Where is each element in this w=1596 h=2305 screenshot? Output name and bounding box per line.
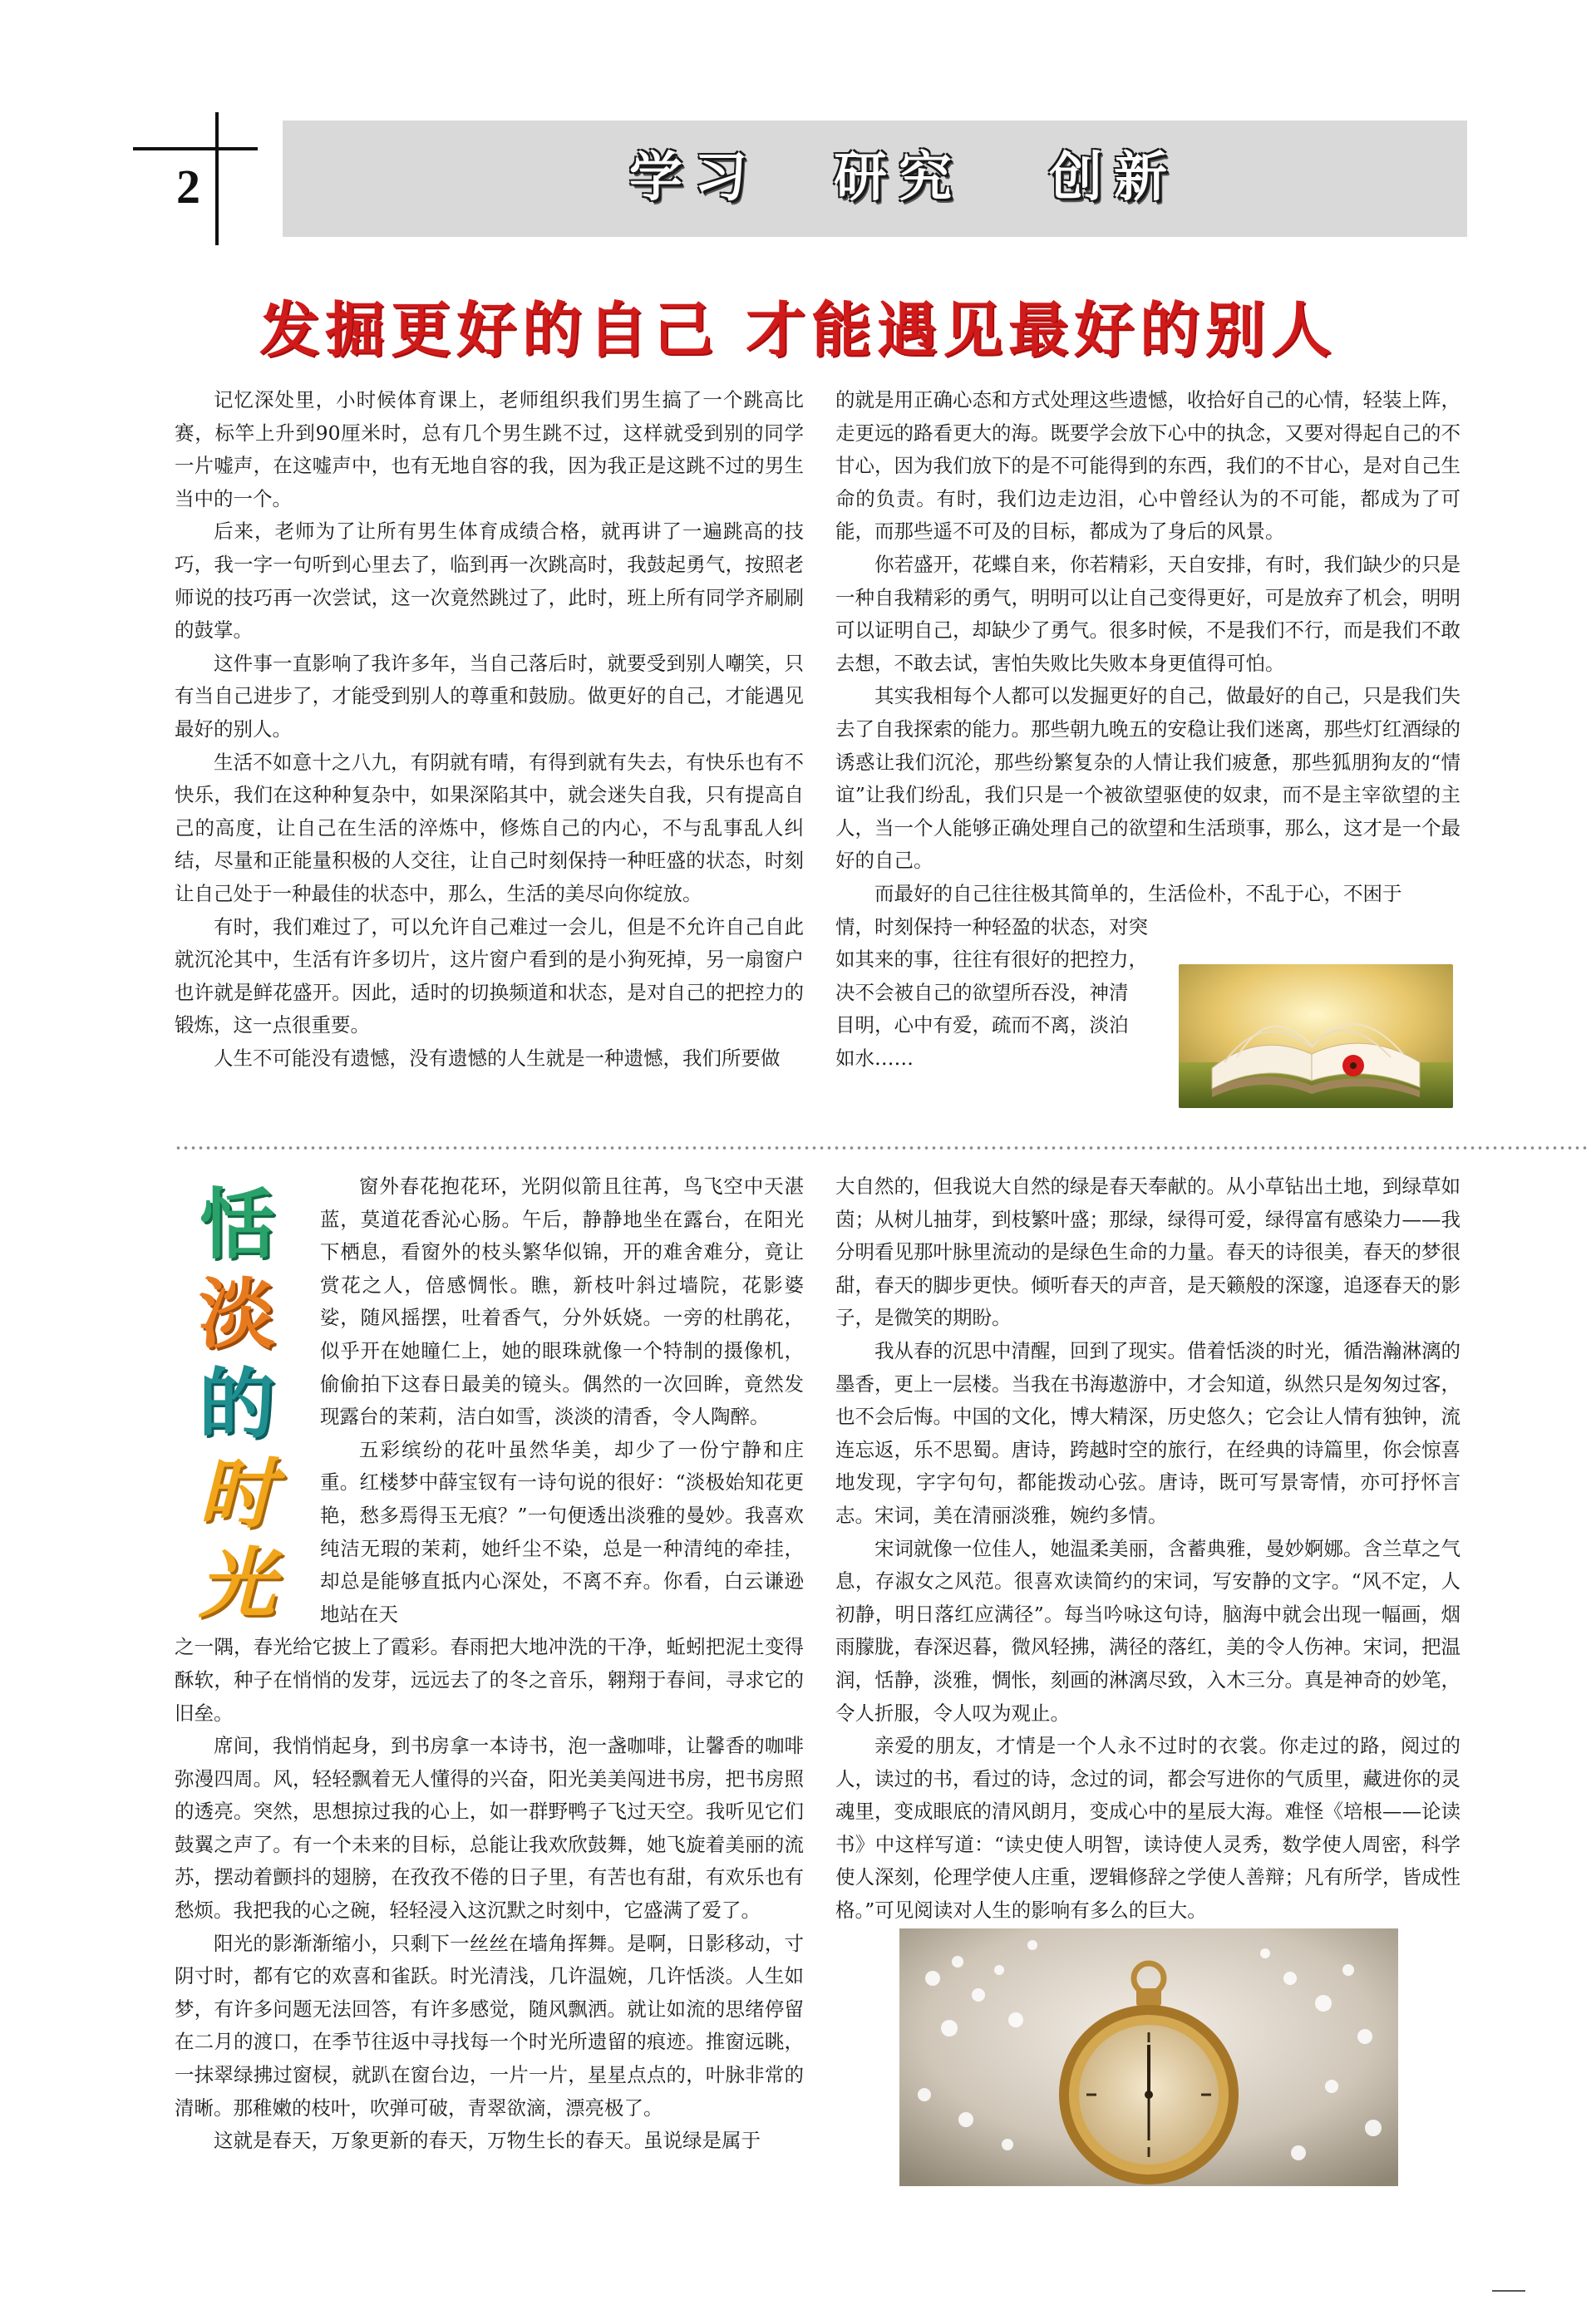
corner-mark-horizontal <box>133 147 258 150</box>
paragraph: 我从春的沉思中清醒，回到了现实。借着恬淡的时光，循浩瀚淋漓的墨香，更上一层楼。当我在书海遨游中，才会知道，纵然只是匆匆过客，也不会后悔。中国的文化，博大精深，历史悠久；它会让人情有独钟，流连忘返，乐不思蜀。唐诗，跨越时空的旅行，在经典的诗篇里，你会惊喜地发现，字字句句，都能拨动心弦。唐诗，既可写景寄情，亦可抒怀言志。宋词，美在清丽淡雅，婉约多情。 <box>835 1338 1461 1527</box>
paragraph-line: 决不会被自己的欲望所吞没，神清 <box>835 980 1129 1004</box>
paragraph: 窗外春花抱花环，光阴似箭且往苒，鸟飞空中天湛蓝，莫道花香沁心肠。午后，静静地坐在露台，在阳光下栖息，看窗外的枝头繁华似锦，开的难舍难分，竟让赏花之人，倍感惆怅。瞧，新枝叶斜过墙院，花影婆娑，随风摇摆，吐着香气，分外妖娆。一旁的杜鹃花，似乎开在她瞳仁上，她的眼珠就像一个特制的摄像机，偷偷拍下这春日最美的镜头。偶然的一次回眸，竟然发现露台的茉莉，洁白如雪，淡淡的清香，令人陶醉。 <box>320 1175 804 1429</box>
header-word-research: 研究 <box>834 147 963 209</box>
section-divider <box>175 1145 1588 1150</box>
title-char: 的 <box>198 1360 275 1449</box>
paragraph: 你若盛开，花蝶自来，你若精彩，天自安排，有时，我们缺少的只是一种自我精彩的勇气，明明可以让自己变得更好，可是放弃了机会，明明可以证明自己，却缺少了勇气。很多时候，不是我们不行，而是我们不敢去想，不敢去试，害怕失败比失败本身更值得可怕。 <box>835 552 1461 675</box>
article1-title: 发掘更好的自己 才能遇见最好的别人 <box>259 295 1337 365</box>
paragraph: 宋词就像一位佳人，她温柔美丽，含蓄典雅，曼妙婀娜。含兰草之气息，存淑女之风范。很喜欢读简约的宋词，写安静的文字。“风不定，人初静，明日落红应满径”。每当吟咏这句诗，脑海中就会出现一幅画，烟雨朦胧，春深迟暮，微风轻拂，满径的落红，美的令人伤神。宋词，把温润，恬静，淡雅，惆怅，刻画的淋漓尽致，入木三分。真是神奇的妙笔，令人折服，令人叹为观止。 <box>835 1536 1461 1725</box>
paragraph: 席间，我悄悄起身，到书房拿一本诗书，泡一盏咖啡，让馨香的咖啡弥漫四周。风，轻轻飘着无人懂得的兴奋，阳光美美闯进书房，把书房照的透亮。突然，思想掠过我的心上，如一群野鸭子飞过天空。我听见它们鼓翼之声了。有一个未来的目标，总能让我欢欣鼓舞，她飞旋着美丽的流苏，摆动着颤抖的翅膀，在孜孜不倦的日子里，有苦也有甜，有欢乐也有愁烦。我把我的心之碗，轻轻浸入这沉默之时刻中，它盛满了爱了。 <box>175 1734 804 1923</box>
title-char: 时 <box>198 1450 275 1539</box>
article2-column-right <box>835 1170 1461 1928</box>
paragraph: 其实我相每个人都可以发掘更好的自己，做最好的自己，只是我们失去了自我探索的能力。那些朝九晚五的安稳让我们迷离，那些灯红酒绿的诱惑让我们沉沦，那些纷繁复杂的人情让我们疲惫，那些狐朋狗友的“情谊”让我们纷乱，我们只是一个被欲望驱使的奴隶，而不是主宰欲望的主人，当一个人能够正确处理自己的欲望和生活琐事，那么，这才是一个最好的自己。 <box>835 684 1461 873</box>
paragraph: 的就是用正确心态和方式处理这些遗憾，收拾好自己的心情，轻装上阵，走更远的路看更大的海。既要学会放下心中的执念，又要对得起自己的不甘心，因为我们放下的是不可能得到的东西，我们的不甘心，是对自己生命的负责。有时，我们边走边泪，心中曾经认为的不可能，都成为了可能，而那些遥不可及的目标，都成为了身后的风景。 <box>835 388 1461 544</box>
header-word-study: 学习 <box>629 147 759 209</box>
pocket-watch-photo <box>899 1928 1398 2186</box>
title-char: 光 <box>198 1539 275 1628</box>
paragraph: 亲爱的朋友，才情是一个人永不过时的衣裳。你走过的路，阅过的人，读过的书，看过的诗，念过的词，都会写进你的气质里，藏进你的灵魂里，变成眼底的清风朗月，变成心中的星辰大海。难怪《培根——论读书》中这样写道：“读史使人明智，读诗使人灵秀，数学使人周密，科学使人深刻，伦理学使人庄重，逻辑修辞之学使人善辩；凡有所学，皆成性格。”可见阅读对人生的影响有多么的巨大。 <box>835 1734 1461 1923</box>
paragraph-line: 情，时刻保持一种轻盈的状态，对突 <box>835 914 1148 938</box>
paragraph: 阳光的影渐渐缩小，只剩下一丝丝在墙角挥舞。是啊，日影移动，寸阴寸时，都有它的欢喜和雀跃。时光清浅，几许温婉，几许恬淡。人生如梦，有许多问题无法回答，有许多感觉，随风飘洒。就让如流的思绪停留在二月的渡口，在季节往返中寻找每一个时光所遗留的痕迹。推窗远眺，一抹翠绿拂过窗棂，就趴在窗台边，一片一片，星星点点的，叶脉非常的清晰。那稚嫩的枝叶，吹弹可破，青翠欲滴，漂亮极了。 <box>175 1931 804 2120</box>
open-book-photo <box>1179 964 1453 1108</box>
paragraph: 记忆深处里，小时候体育课上，老师组织我们男生搞了一个跳高比赛，标竿上升到90厘米时，总有几个男生跳不过，这样就受到别的同学一片嘘声，在这嘘声中，也有无地自容的我，因为我正是这跳不过的男生当中的一个。 <box>175 388 804 510</box>
paragraph-line: 目明，心中有爱，疏而不离，淡泊 <box>835 1013 1129 1037</box>
paragraph: 之一隅，春光给它披上了霞彩。春雨把大地冲洗的干净，蚯蚓把泥土变得酥软，种子在悄悄的发芽，远远去了的冬之音乐，翱翔于春间，寻求它的旧垒。 <box>175 1635 804 1725</box>
paragraph: 而最好的自己往往极其简单的，生活俭朴，不乱于心，不困于 <box>874 881 1402 905</box>
page-number: 2 <box>176 160 200 214</box>
paragraph: 五彩缤纷的花叶虽然华美，却少了一份宁静和庄重。红楼梦中薛宝钗有一诗句说的很好：“淡极始知花更艳，愁多焉得玉无痕？”一句便透出淡雅的曼妙。我喜欢纯洁无瑕的茉莉，她纤尘不染，总是一种清纯的牵挂，却总是能够直抵内心深处，不离不弃。你看，白云谦逊地站在天 <box>320 1437 804 1626</box>
footer-mark <box>1492 2290 1525 2292</box>
title-char: 淡 <box>198 1270 275 1359</box>
article1-column-left <box>175 384 804 1075</box>
paragraph: 这就是春天，万象更新的春天，万物生长的春天。虽说绿是属于 <box>214 2129 761 2153</box>
paragraph: 人生不可能没有遗憾，没有遗憾的人生就是一种遗憾，我们所要做 <box>214 1046 781 1070</box>
title-char: 恬 <box>198 1180 275 1269</box>
paragraph: 后来，老师为了让所有男生体育成绩合格，就再讲了一遍跳高的技巧，我一字一句听到心里去了，临到再一次跳高时，我鼓起勇气，按照老师说的技巧再一次尝试，这一次竟然跳过了，此时，班上所有同学齐刷刷的鼓掌。 <box>175 520 804 643</box>
header-word-innovate: 创新 <box>1049 147 1179 209</box>
indented-block <box>175 1170 804 1631</box>
paragraph-line: 如水…… <box>835 1046 914 1070</box>
paragraph: 大自然的，但我说大自然的绿是春天奉献的。从小草钻出土地，到绿草如茵；从树儿抽芽，到枝繁叶盛；那绿，绿得可爱，绿得富有感染力——我分明看见那叶脉里流动的是绿色生命的力量。春天的诗很美，春天的梦很甜，春天的脚步更快。倾听春天的声音，是天籁般的深邃，追逐春天的影子，是微笑的期盼。 <box>835 1175 1461 1330</box>
paragraph: 生活不如意十之八九，有阴就有晴，有得到就有失去，有快乐也有不快乐，我们在这种种复杂中，如果深陷其中，就会迷失自我，只有提高自己的高度，让自己在生活的淬炼中，修炼自己的内心，不与乱事乱人纠结，尽量和正能量积极的人交往，让自己时刻保持一种旺盛的状态，时刻让自己处于一种最佳的状态中，那么，生活的美尽向你绽放。 <box>175 750 804 905</box>
paragraph: 有时，我们难过了，可以允许自己难过一会儿，但是不允许自己自此就沉沦其中，生活有许多切片，这片窗户看到的是小狗死掉，另一扇窗户也许就是鲜花盛开。因此，适时的切换频道和状态，是对自己的把控力的锻炼，这一点很重要。 <box>175 914 804 1037</box>
paragraph-line: 如其来的事，往往有很好的把控力， <box>835 948 1148 972</box>
corner-mark-vertical <box>215 112 219 245</box>
paragraph: 这件事一直影响了我许多年，当自己落后时，就要受到别人嘲笑，只有当自己进步了，才能受到别人的尊重和鼓励。做更好的自己，才能遇见最好的别人。 <box>175 651 804 741</box>
article2-column-left <box>175 1170 804 2158</box>
